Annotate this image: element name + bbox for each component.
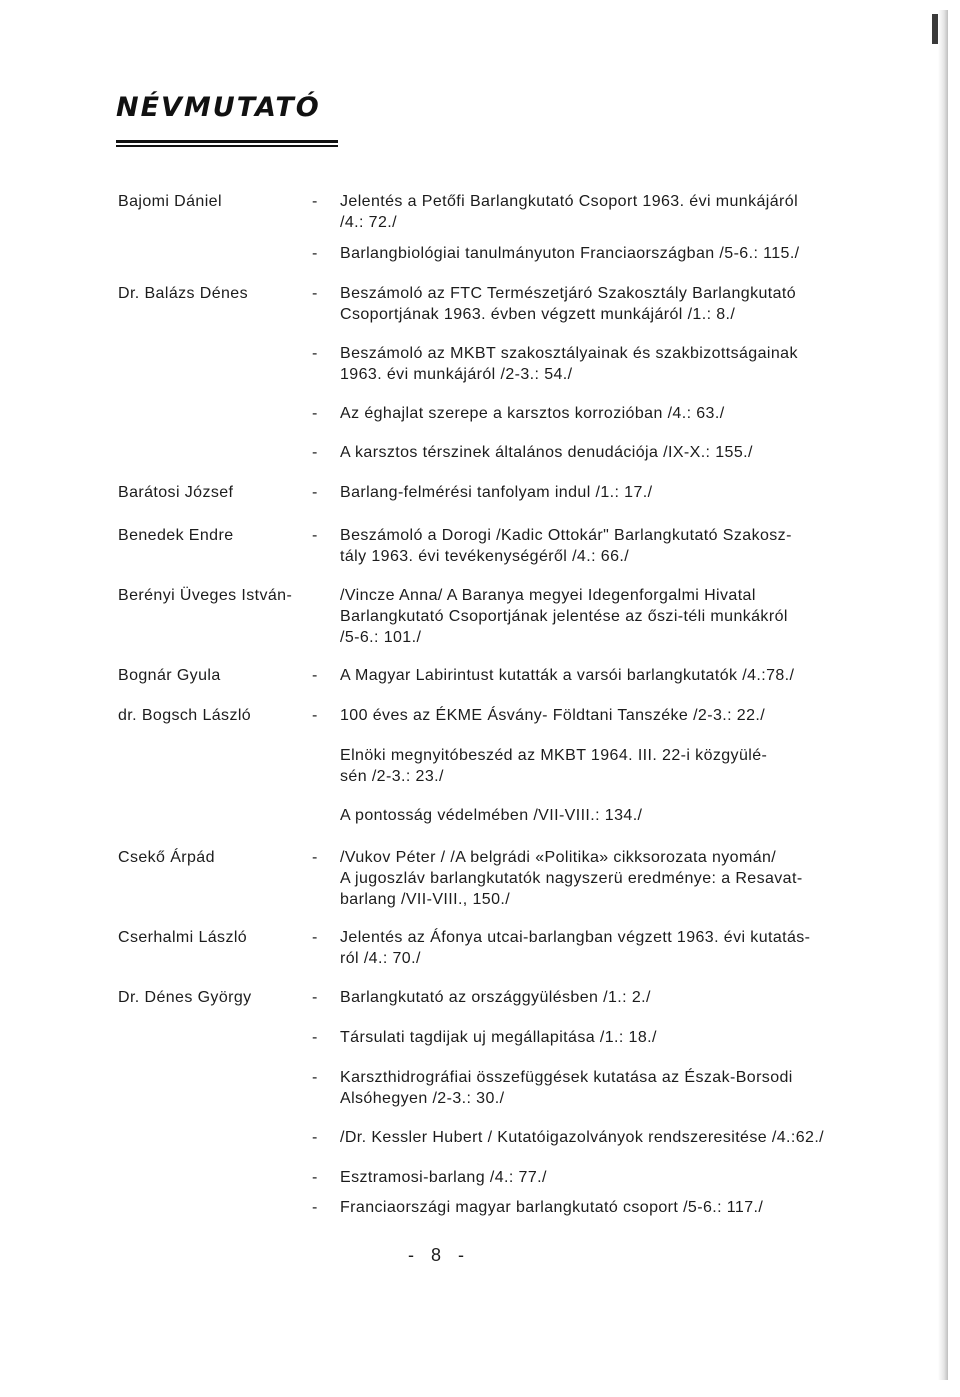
entry-text-line: Beszámoló az FTC Természetjáró Szakosztály Barlangkutató <box>340 285 797 302</box>
entry-dash: - <box>312 405 318 422</box>
entry-dash: - <box>312 1199 318 1216</box>
entry-text-line: A pontosság védelmében /VII-VIII.: 134./ <box>340 807 643 824</box>
entry-dash: - <box>312 345 318 362</box>
page-title: NÉVMUTATÓ <box>116 92 321 123</box>
entry-text-line: /5-6.: 101./ <box>340 629 422 646</box>
entry-dash: - <box>312 484 318 501</box>
entry-text-line: Jelentés az Áfonya utcai-barlangban végzett 1963. évi kutatás- <box>340 929 811 946</box>
author-name: Cserhalmi László <box>118 929 248 946</box>
title-underline-second <box>116 145 338 147</box>
entry-text-line: Jelentés a Petőfi Barlangkutató Csoport 1963. évi munkájáról <box>340 193 799 210</box>
entry-text-line: /Vincze Anna/ A Baranya megyei Idegenforgalmi Hivatal <box>340 587 756 604</box>
entry-dash: - <box>312 193 318 210</box>
entry-dash: - <box>312 444 318 461</box>
author-name: Barátosi József <box>118 484 234 501</box>
entry-text-line: 1963. évi munkájáról /2-3.: 54./ <box>340 366 573 383</box>
entry-dash: - <box>312 849 318 866</box>
author-name: dr. Bogsch László <box>118 707 252 724</box>
entry-text-line: A Magyar Labirintust kutatták a varsói barlangkutatók /4.:78./ <box>340 667 795 684</box>
entry-dash: - <box>312 1169 318 1186</box>
entry-text-line: ról /4.: 70./ <box>340 950 421 967</box>
entry-text-line: Karszthidrográfiai összefüggések kutatása az Észak-Borsodi <box>340 1069 793 1086</box>
author-name: Berényi Üveges István- <box>118 587 293 604</box>
entry-dash: - <box>312 1129 318 1146</box>
entry-text-line: Társulati tagdijak uj megállapitása /1.: 18./ <box>340 1029 657 1046</box>
entry-text-line: Barlangbiológiai tanulmányuton Franciaországban /5-6.: 115./ <box>340 245 800 262</box>
author-name: Benedek Endre <box>118 527 234 544</box>
author-name: Csekő Árpád <box>118 849 215 866</box>
entry-text-line: Barlangkutató az országgyülésben /1.: 2./ <box>340 989 651 1006</box>
entry-text-line: Csoportjának 1963. évben végzett munkájáról /1.: 8./ <box>340 306 736 323</box>
author-name: Bajomi Dániel <box>118 193 222 210</box>
entry-text-line: Esztramosi-barlang /4.: 77./ <box>340 1169 547 1186</box>
author-name: Dr. Balázs Dénes <box>118 285 249 302</box>
entry-dash: - <box>312 989 318 1006</box>
entry-text-line: Barlangkutató Csoportjának jelentése az őszi-téli munkákról <box>340 608 788 625</box>
entry-dash: - <box>312 245 318 262</box>
author-name: Bognár Gyula <box>118 667 221 684</box>
entry-text-line: Barlang-felmérési tanfolyam indul /1.: 17./ <box>340 484 653 501</box>
page-number: - 8 - <box>408 1245 471 1265</box>
entry-dash: - <box>312 707 318 724</box>
entry-text-line: Alsóhegyen /2-3.: 30./ <box>340 1090 505 1107</box>
entry-text-line: Az éghajlat szerepe a karsztos korrozióban /4.: 63./ <box>340 405 725 422</box>
entry-text-line: tály 1963. évi tevékenységéről /4.: 66./ <box>340 548 630 565</box>
entry-text-line: /4.: 72./ <box>340 214 397 231</box>
entry-text-line: A karsztos térszinek általános denudációja /IX-X.: 155./ <box>340 444 753 461</box>
entry-dash: - <box>312 929 318 946</box>
entry-text-line: /Vukov Péter / /A belgrádi «Politika» cikksorozata nyomán/ <box>340 849 777 866</box>
entry-text-line: barlang /VII-VIII., 150./ <box>340 891 511 908</box>
entry-dash: - <box>312 285 318 302</box>
entry-text-line: 100 éves az ÉKME Ásvány- Földtani Tanszéke /2-3.: 22./ <box>340 707 766 724</box>
entry-dash: - <box>312 667 318 684</box>
entry-text-line: Beszámoló a Dorogi /Kadic Ottokár" Barlangkutató Szakosz- <box>340 527 792 544</box>
entry-text-line: Franciaországi magyar barlangkutató csoport /5-6.: 117./ <box>340 1199 764 1216</box>
entry-text-line: A jugoszláv barlangkutatók nagyszerü eredménye: a Resavat- <box>340 870 803 887</box>
entry-dash: - <box>312 527 318 544</box>
title-underline <box>116 140 338 143</box>
author-name: Dr. Dénes György <box>118 989 252 1006</box>
entry-text-line: /Dr. Kessler Hubert / Kutatóigazolványok rendszeresitése /4.:62./ <box>340 1129 825 1146</box>
entry-dash: - <box>312 1069 318 1086</box>
entry-dash: - <box>312 1029 318 1046</box>
entry-text-line: Elnöki megnyitóbeszéd az MKBT 1964. III. 22-i közgyülé- <box>340 747 768 764</box>
scan-edge-shadow <box>938 10 948 1380</box>
scan-edge-mark <box>932 14 938 44</box>
entry-text-line: sén /2-3.: 23./ <box>340 768 444 785</box>
entry-text-line: Beszámoló az MKBT szakosztályainak és szakbizottságainak <box>340 345 798 362</box>
